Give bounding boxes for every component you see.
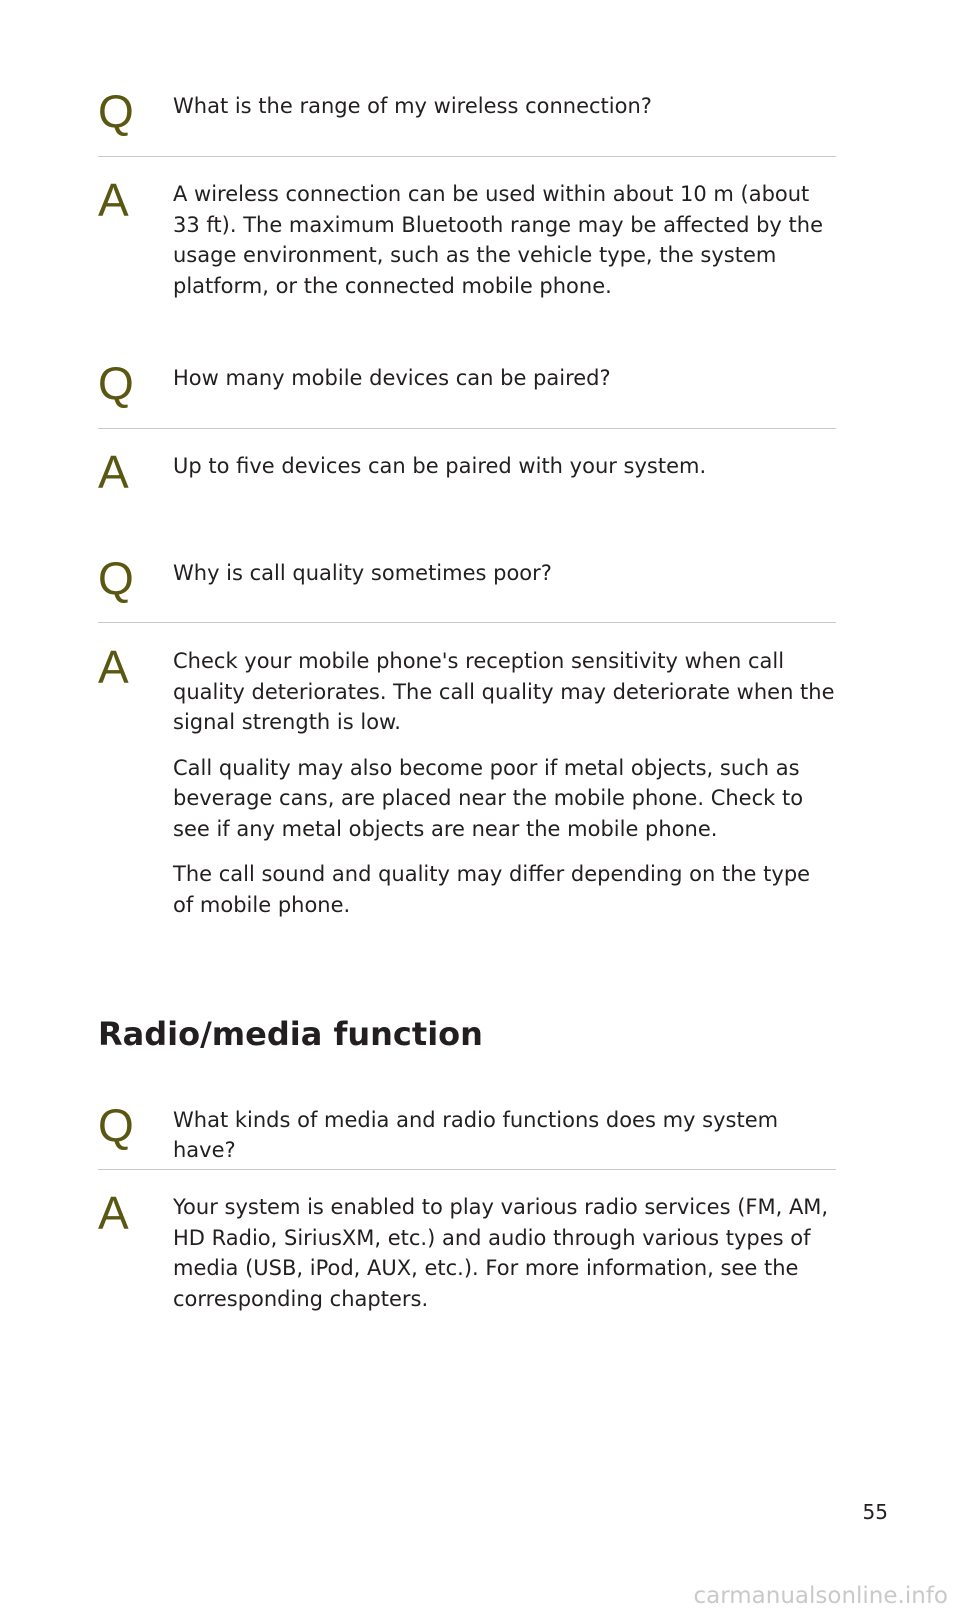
answer-text xyxy=(173,1192,836,1314)
question-row xyxy=(98,552,836,622)
answer-marker: A xyxy=(98,446,129,498)
answer-text xyxy=(173,179,836,301)
answer-paragraph: A wireless connection can be used within about 10 m (about 33 ft). The maximum Bluetooth range may be affected by the usage environment, such as the vehicle type, the system platform, or the connected mobile phone. xyxy=(173,182,823,298)
question-text: How many mobile devices can be paired? xyxy=(173,366,611,390)
answer-row xyxy=(98,623,836,920)
question-marker: Q xyxy=(98,552,134,604)
question-marker: Q xyxy=(98,85,134,137)
answer-paragraph: Check your mobile phone's reception sensitivity when call quality deteriorates. The call quality may deteriorate when the signal strength is low. xyxy=(173,649,835,734)
question-row xyxy=(98,1099,836,1169)
answer-row xyxy=(98,1170,836,1314)
answer-marker: A xyxy=(98,174,129,226)
answer-row xyxy=(98,157,836,301)
answer-marker: A xyxy=(98,641,129,693)
answer-text xyxy=(173,451,836,482)
faq-item xyxy=(98,552,836,920)
faq-item xyxy=(98,357,836,498)
question-text: Why is call quality sometimes poor? xyxy=(173,561,552,585)
section-heading: Radio/media function xyxy=(98,1015,483,1053)
question-text: What is the range of my wireless connection? xyxy=(173,94,652,118)
answer-paragraph: Your system is enabled to play various radio services (FM, AM, HD Radio, SiriusXM, etc.) and audio through various types of media (USB, iPod, AUX, etc.). For more information, see the corresponding chapters. xyxy=(173,1195,829,1311)
watermark-text: carmanualsonline.info xyxy=(693,1583,948,1609)
answer-row xyxy=(98,429,836,498)
answer-text xyxy=(173,646,836,920)
question-text: What kinds of media and radio functions does my system have? xyxy=(173,1108,779,1162)
faq-item xyxy=(98,1099,836,1314)
page-number: 55 xyxy=(862,1500,888,1524)
question-marker: Q xyxy=(98,1099,134,1151)
answer-paragraph: Call quality may also become poor if metal objects, such as beverage cans, are placed near the mobile phone. Check to see if any metal objects are near the mobile phone. xyxy=(173,755,804,841)
faq-item xyxy=(98,85,836,301)
question-row xyxy=(98,85,836,156)
answer-paragraph: Up to five devices can be paired with your system. xyxy=(173,454,707,478)
answer-paragraph: The call sound and quality may differ depending on the type of mobile phone. xyxy=(173,862,811,917)
answer-marker: A xyxy=(98,1187,129,1239)
question-row xyxy=(98,357,836,428)
question-marker: Q xyxy=(98,357,134,409)
